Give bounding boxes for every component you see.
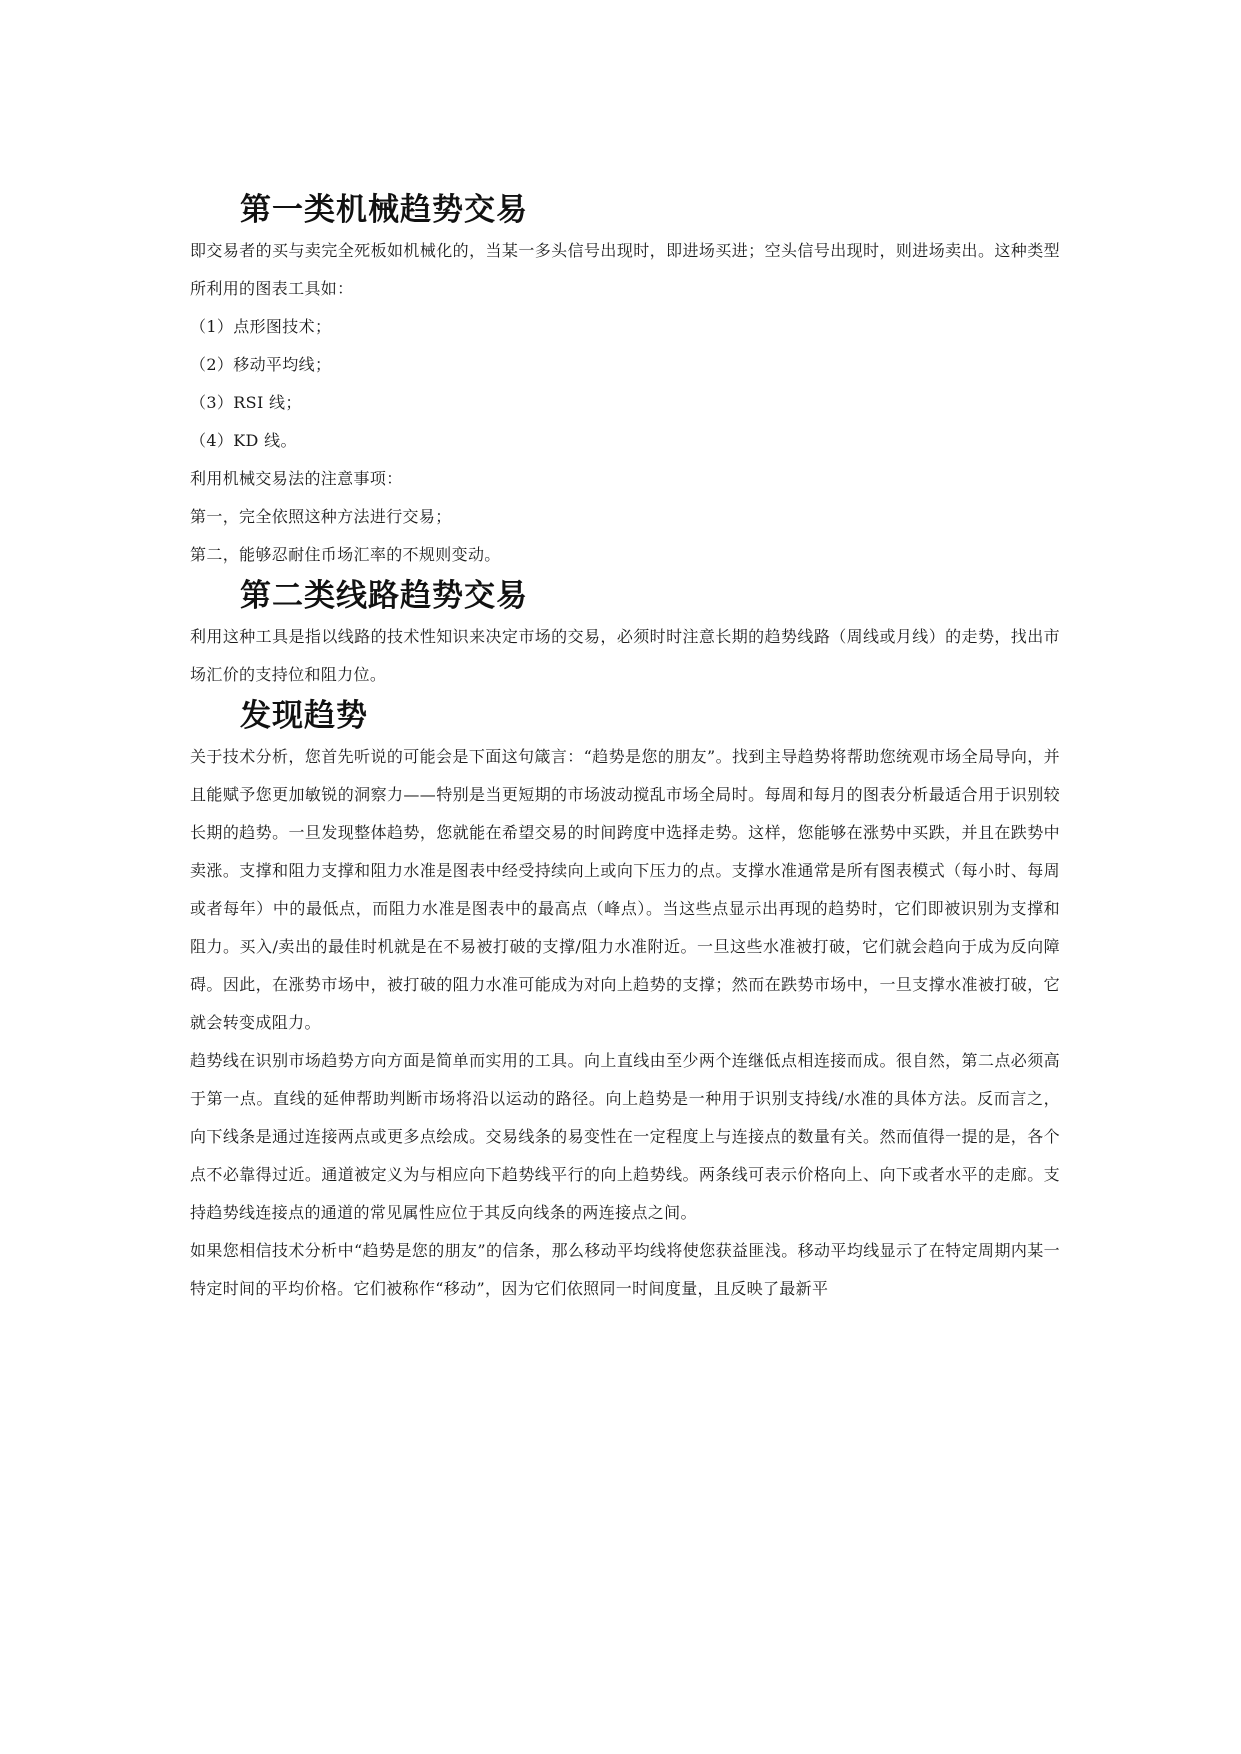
note-item: 第一，完全依照这种方法进行交易； xyxy=(190,507,452,526)
section-title-line-trend-trading: 第二类线路趋势交易 xyxy=(240,578,528,614)
paragraph: 关于技术分析，您首先听说的可能会是下面这句箴言：“趋势是您的朋友”。找到主导趋势将帮助您统观市场全局导向，并且能赋予您更加敏锐的洞察力——特别是当更短期的市场波动搅乱市场全局时。每周和每月的图表分析最适合用于识别较长期的趋势。一旦发现整体趋势，您就能在希望交易的时间跨度中选择走势。这样，您能够在涨势中买跌，并且在跌势中卖涨。支撑和阻力支撑和阻力水准是图表中经受持续向上或向下压力的点。支撑水准通常是所有图表模式（每小时、每周或者每年）中的最低点，而阻力水准是图表中的最高点（峰点）。当这些点显示出再现的趋势时，它们即被识别为支撑和阻力。买入/卖出的最佳时机就是在不易被打破的支撑/阻力水准附近。一旦这些水准被打破，它们就会趋向于成为反向障碍。因此，在涨势市场中，被打破的阻力水准可能成为对向上趋势的支撑；然而在跌势市场中，一旦支撑水准被打破，它就会转变成阻力。 xyxy=(190,747,1060,1032)
notes-heading: 利用机械交易法的注意事项： xyxy=(190,469,403,488)
list-item: （2）移动平均线； xyxy=(190,355,332,374)
section-title-mechanical-trend-trading: 第一类机械趋势交易 xyxy=(240,192,528,228)
section-title-finding-trends: 发现趋势 xyxy=(240,698,368,734)
note-item: 第二，能够忍耐住币场汇率的不规则变动。 xyxy=(190,545,501,564)
paragraph: 利用这种工具是指以线路的技术性知识来决定市场的交易，必须时时注意长期的趋势线路（周线或月线）的走势，找出市场汇价的支持位和阻力位。 xyxy=(190,627,1060,684)
list-item: （3）RSI 线； xyxy=(190,393,302,412)
list-item: （4）KD 线。 xyxy=(190,431,297,450)
list-item: （1）点形图技术； xyxy=(190,317,332,336)
paragraph: 即交易者的买与卖完全死板如机械化的，当某一多头信号出现时，即进场买进；空头信号出现时，则进场卖出。这种类型所利用的图表工具如： xyxy=(190,241,1060,298)
paragraph: 趋势线在识别市场趋势方向方面是简单而实用的工具。向上直线由至少两个连继低点相连接而成。很自然，第二点必须高于第一点。直线的延伸帮助判断市场将沿以运动的路径。向上趋势是一种用于识别支持线/水准的具体方法。反而言之，向下线条是通过连接两点或更多点绘成。交易线条的易变性在一定程度上与连接点的数量有关。然而值得一提的是，各个点不必靠得过近。通道被定义为与相应向下趋势线平行的向上趋势线。两条线可表示价格向上、向下或者水平的走廊。支持趋势线连接点的通道的常见属性应位于其反向线条的两连接点之间。 xyxy=(190,1051,1060,1222)
paragraph: 如果您相信技术分析中“趋势是您的朋友”的信条，那么移动平均线将使您获益匪浅。移动平均线显示了在特定周期内某一特定时间的平均价格。它们被称作“移动”，因为它们依照同一时间度量，且反映了最新平 xyxy=(190,1241,1060,1298)
document-body xyxy=(190,188,1060,1308)
